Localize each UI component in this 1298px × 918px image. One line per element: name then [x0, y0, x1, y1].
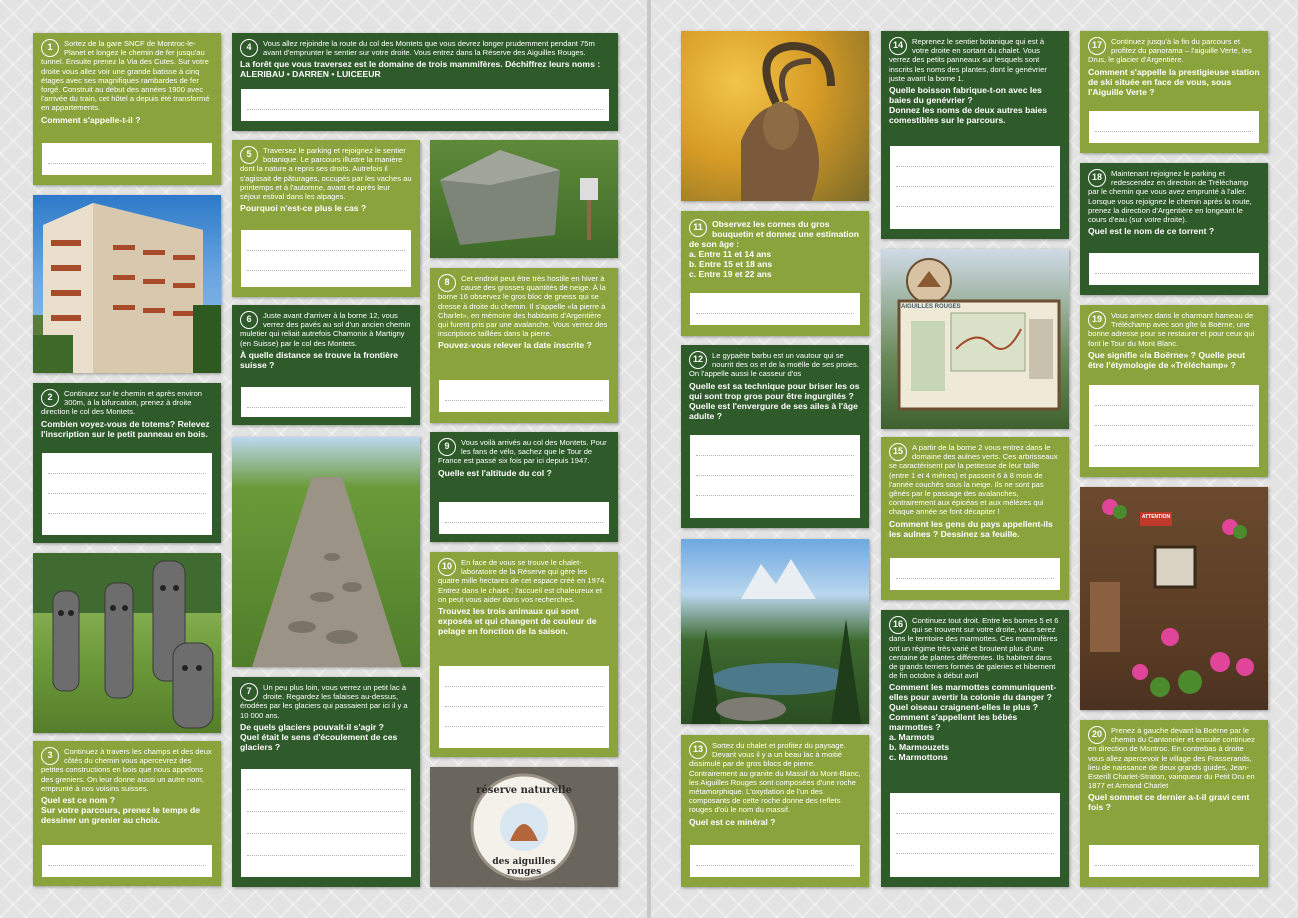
step-number: 17: [1088, 37, 1106, 55]
step-number: 6: [240, 311, 258, 329]
step-number: 8: [438, 274, 456, 292]
page-fold: [647, 0, 651, 918]
step-number: 16: [889, 616, 907, 634]
answer-box[interactable]: [241, 387, 411, 417]
card-question: Comment les gens du pays appellent-ils les aulnes ? Dessinez sa feuille.: [889, 518, 1053, 539]
card-question: Quelle est sa technique pour briser les os qui sont trop gros pour être ingurgités ? Quelle est l'envergure de ses ailes à l'âge adulte ?: [689, 380, 860, 421]
question-card-1: [33, 33, 221, 185]
card-text: Maintenant rejoignez le parking et redescendez en direction de Tréléchamp par le chemin que vous avez emprunté à l'aller. Lorsque vous rejoignez le chemin après la route, prenez la direction d'Argentière en longeant le cours d'eau (sur votre droite).: [1088, 169, 1252, 225]
chalet-photo: [1080, 487, 1268, 710]
reserve-badge-photo: [430, 767, 618, 887]
answer-box[interactable]: [890, 793, 1060, 877]
question-card-18: [1080, 163, 1268, 295]
question-card-3: [33, 741, 221, 886]
card-question: Quel est ce minéral ?: [689, 816, 776, 827]
step-number: 15: [889, 443, 907, 461]
card-text: Juste avant d'arriver à la borne 12, vous verrez des pavés au sol d'un ancien chemin muletier qui reliait autrefois Chamonix à Martigny (en Suisse) par le col des Montets.: [240, 311, 411, 348]
step-number: 1: [41, 39, 59, 57]
step-number: 13: [689, 741, 707, 759]
card-text: Cet endroit peut être très hostile en hiver à cause des grosses quantités de neige. À la borne 16 observez le gros bloc de gneiss qui se dresse à droite du chemin. Il s'appelle «la pierre à Charlet», en mémoire des habitants d'Argentière qui furent pris par une avalanche. Vous verrez des inscriptions taillées dans la pierre.: [438, 274, 608, 339]
answer-box[interactable]: [439, 380, 609, 412]
answer-box[interactable]: [690, 845, 860, 877]
question-card-11: [681, 211, 869, 336]
lake-photo: [681, 539, 869, 724]
card-question: Observez les cornes du gros bouquetin et donnez une estimation de son âge : a. Entre 11 et 14 ans b. Entre 15 et 18 ans c. Entre 19 et 22 ans: [689, 219, 860, 279]
answer-box[interactable]: [1089, 385, 1259, 467]
answer-box[interactable]: [439, 502, 609, 534]
step-number: 9: [438, 438, 456, 456]
card-text: Le gypaète barbu est un vautour qui se nourrit des os et de la moëlle de ses proies. On l'appelle aussi le casseur d'os: [689, 351, 859, 379]
card-text: Vous arrivez dans le charmant hameau de Tréléchamp avec son gîte la Boërne, une bonne adresse pour se restaurer et pour ceux qui font le Tour du Mont Blanc.: [1088, 311, 1255, 348]
question-card-7: [232, 677, 420, 887]
answer-box[interactable]: [690, 435, 860, 518]
sign-title: AIGUILLES ROUGES: [901, 304, 961, 310]
card-text: Traversez le parking et rejoignez le sentier botanique. Le parcours illustre la manière dont la nature a repris ses droits. Autrefois il s'agissait de pâturages, occupés par les vaches au printemps et à l'automne, avant et après leur séjour estival dans les alpages.: [240, 146, 412, 202]
question-card-2: [33, 383, 221, 543]
card-question: La forêt que vous traversez est le domaine de trois mammifères. Déchiffrez leurs noms : ALERIBAU • DARREN • LUICEEUR: [240, 59, 601, 80]
card-text: Vous voilà arrivés au col des Montets. Pour les fans de vélo, sachez que le Tour de France est passé six fois par ici depuis 1947.: [438, 438, 607, 466]
question-card-9: [430, 432, 618, 542]
answer-box[interactable]: [241, 89, 609, 121]
answer-box[interactable]: [42, 453, 212, 535]
question-card-10: [430, 552, 618, 757]
ibex-photo: [681, 31, 869, 201]
step-number: 4: [240, 39, 258, 57]
answer-box[interactable]: [1089, 111, 1259, 143]
answer-box[interactable]: [690, 293, 860, 325]
answer-box[interactable]: [1089, 845, 1259, 877]
card-text: Continuez sur le chemin et après environ 300m, à la bifurcation, prenez à droite direction le col des Montets.: [41, 389, 203, 417]
card-question: Quelle est l'altitude du col ?: [438, 467, 552, 478]
card-text: Prenez à gauche devant la Boërne par le chemin du Cantonnier et ensuite continuez en direction de Montroc. En contrebas à droite vous allez apercevoir le village des Frasserands, lieu de naissance de deux grands guides, Jean-Esterill Charlet-Straton, vainqueur du Petit Dru en 1877 et Armand Charlet: [1088, 726, 1255, 791]
question-card-19: [1080, 305, 1268, 477]
question-card-4: [232, 33, 618, 131]
reserve-sign-photo: [881, 249, 1069, 429]
answer-box[interactable]: [890, 558, 1060, 590]
step-number: 2: [41, 389, 59, 407]
step-number: 7: [240, 683, 258, 701]
hotel-photo: [33, 195, 221, 373]
card-question: À quelle distance se trouve la frontière suisse ?: [240, 349, 399, 370]
answer-box[interactable]: [1089, 253, 1259, 285]
card-question: Pourquoi n'est-ce plus le cas ?: [240, 203, 367, 214]
totems-photo: [33, 553, 221, 733]
answer-box[interactable]: [42, 143, 212, 175]
card-text: Vous allez rejoindre la route du col des Montets que vous devrez longer prudemment pendant 75m avant d'emprunter le sentier sur votre droite. Vous entrez dans la Réserve des Aiguilles Rouges.: [263, 39, 595, 58]
rock-photo: [430, 140, 618, 258]
answer-box[interactable]: [890, 146, 1060, 229]
question-card-6: [232, 305, 420, 425]
question-card-13: [681, 735, 869, 887]
badge-line2: des aiguilles rouges: [492, 857, 556, 877]
card-question: Comment s'appelle la prestigieuse station de ski située en face de vous, sous l'Aiguille Verte ?: [1088, 66, 1260, 97]
question-card-17: [1080, 31, 1268, 153]
card-question: Quel sommet ce dernier a-t-il gravi cent fois ?: [1088, 792, 1250, 813]
question-card-14: [881, 31, 1069, 239]
badge-line1: réserve naturelle: [476, 785, 572, 796]
card-text: Reprenez le sentier botanique qui est à votre droite en sortant du chalet. Vous verrez des petits panneaux sur lesquels sont inscrits les noms des plantes, dont le genévrier juste avant la borne 1.: [889, 37, 1047, 83]
answer-box[interactable]: [241, 230, 411, 287]
card-question: Trouvez les trois animaux qui sont exposés et qui changent de couleur de pelage en fonction de la saison.: [438, 606, 597, 637]
step-number: 11: [689, 219, 707, 237]
mule-path-photo: [232, 437, 420, 667]
question-card-5: [232, 140, 420, 297]
step-number: 10: [438, 558, 456, 576]
step-number: 19: [1088, 311, 1106, 329]
card-text: Continuez tout droit. Entre les bornes 5 et 6 qui se trouvent sur votre droite, vous serez dans le territoire des marmottes. Ces mammifères ont un régime très varié et broutent plus d'une centaine de plantes différentes. Ils habitent dans de grands terriers formés de galeries et hibernent de fin octobre à début avril: [889, 616, 1059, 681]
question-card-15: [881, 437, 1069, 600]
answer-box[interactable]: [241, 769, 411, 877]
card-question: Combien voyez-vous de totems? Relevez l'inscription sur le petit panneau en bois.: [41, 418, 210, 439]
step-number: 3: [41, 747, 59, 765]
card-question: Quel est le nom de ce torrent ?: [1088, 226, 1215, 237]
question-card-16: [881, 610, 1069, 887]
card-question: Comment les marmottes communiquent-elles pour avertir la colonie du danger ? Quel oiseau craignent-elles le plus ? Comment s'appellent les bébés marmottes ? a. Marmots b. Marmouzets c. Marmottons: [889, 682, 1057, 763]
step-number: 18: [1088, 169, 1106, 187]
card-question: De quels glaciers pouvait-il s'agir ? Quel était le sens d'écoulement de ces glaciers ?: [240, 721, 398, 752]
card-text: Continuez à travers les champs et des deux côtés du chemin vous apercevrez des petites constructions en bois que nous appelons des greniers. On leur donne aussi un autre nom, emprunté à nos voisins suisses.: [41, 747, 212, 793]
card-text: Sortez du chalet et profitez du paysage. Devant vous il y a un beau lac à moitié dissimulé par de gros blocs de pierre. Contrairement au granite du Massif du Mont-Blanc, les Aiguilles Rouges sont composées d'une roche métamorphique. L'oxydation de l'un des composants de cette roche donne des reflets rouges d'où le nom du massif.: [689, 741, 861, 815]
card-text: Un peu plus loin, vous verrez un petit lac à droite. Regardez les falaises au-dessus, érodées par les glaciers qui passaient par ici il y a 10 000 ans.: [240, 683, 408, 720]
step-number: 12: [689, 351, 707, 369]
question-card-20: [1080, 720, 1268, 887]
question-card-8: [430, 268, 618, 423]
card-text: En face de vous se trouve le chalet-laboratoire de la Réserve qui gère les quatre mille hectares de cet espace créé en 1974. Entrez dans le chalet ; l'accueil est chaleureux et on peut vous aider dans vos recherches.: [438, 558, 607, 604]
answer-box[interactable]: [439, 666, 609, 748]
step-number: 5: [240, 146, 258, 164]
card-question: Quelle boisson fabrique-t-on avec les baies du genévrier ? Donnez les noms de deux autres baies comestibles sur le parcours.: [889, 85, 1048, 126]
card-question: Que signifie «la Boërne» ? Quelle peut être l'étymologie de «Tréléchamp» ?: [1088, 349, 1246, 370]
step-number: 14: [889, 37, 907, 55]
card-question: Pouvez-vous relever la date inscrite ?: [438, 340, 592, 351]
card-question: Comment s'appelle-t-il ?: [41, 114, 141, 125]
card-question: Quel est ce nom ? Sur votre parcours, prenez le temps de dessiner un grenier au choix.: [41, 795, 201, 826]
card-text: A partir de la borne 2 vous entrez dans le domaine des aulnes verts. Ces arbrisseaux se caractérisent par la petitesse de leur taille (entre 1 et 4 mètres) et passent 6 à 8 mois de l'année couchés sous la neige. Ils ne sont pas gênés par le passage des avalanches, contrairement aux épicéas et aux mélèzes qui chaque année se font décapiter !: [889, 443, 1058, 517]
step-number: 20: [1088, 726, 1106, 744]
question-card-12: [681, 345, 869, 528]
chalet-sign-text: ATTENTION: [1141, 514, 1171, 520]
card-text: Continuez jusqu'à la fin du parcours et profitez du panorama – l'aiguille Verte, les Drus, le glacier d'Argentière.: [1088, 37, 1252, 65]
answer-box[interactable]: [42, 845, 212, 877]
card-text: Sortez de la gare SNCF de Montroc-le-Planet et longez le chemin de fer jusqu'au tunnel. Ensuite prenez la Via des Cutes. Sur votre droite vous allez voir une grande batisse à cinq étages avec ses magnifiques rambardes de fer forgé. Construit au début des années 1900 avec l'arrivée du train, cet hôtel a depuis été transformé en appartements.: [41, 39, 210, 113]
